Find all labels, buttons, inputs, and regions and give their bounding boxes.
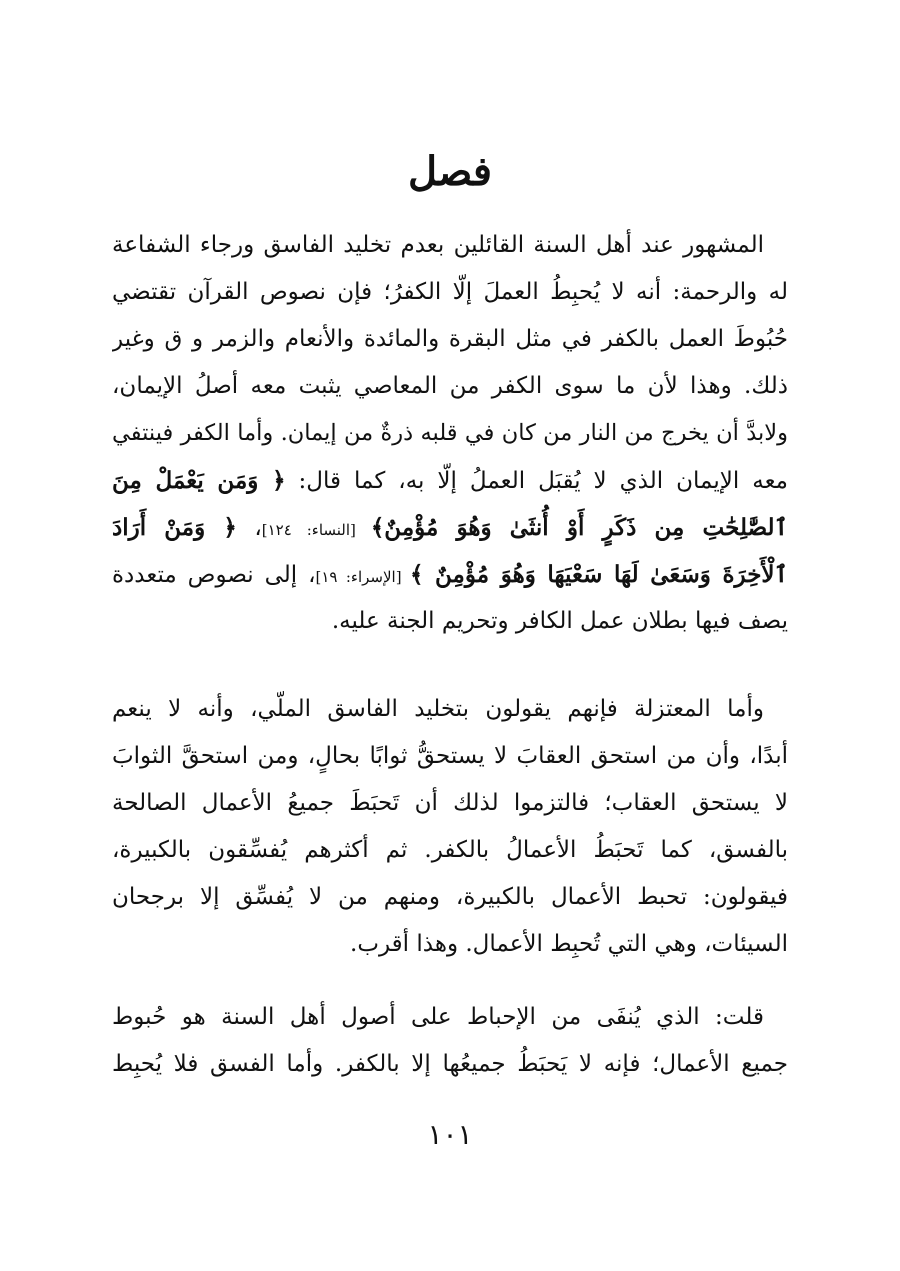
quran-verse: ٱلصَّٰلِحَٰتِ مِن ذَكَرٍ أَوْ أُنثَىٰ وَهُوَ مُؤْمِنٌ﴾ bbox=[370, 514, 788, 541]
text-line: لا يستحق العقاب؛ فالتزموا لذلك أن تَحبَطَ جميعُ الأعمال الصالحة bbox=[112, 790, 788, 816]
text-line: ذلك. وهذا لأن ما سوى الكفر من المعاصي يثبت معه أصلُ الإيمان، bbox=[112, 373, 788, 399]
quran-verse: ﴿ وَمَن يَعْمَلْ مِنَ bbox=[112, 467, 286, 494]
text-line bbox=[112, 457, 788, 504]
paragraph-3 bbox=[112, 994, 788, 1088]
text-line: أبدًا، وأن من استحق العقابَ لا يستحقُّ ثوابًا بحالٍ، ومن استحقَّ الثوابَ bbox=[112, 743, 788, 769]
text-line: وأما المعتزلة فإنهم يقولون بتخليد الفاسق الملّي، وأنه لا ينعم bbox=[112, 696, 764, 722]
page-number: ١٠١ bbox=[427, 1118, 473, 1151]
line-text: ، bbox=[236, 515, 262, 541]
text-line: جميع الأعمال؛ فإنه لا يَحبَطُ جميعُها إلا بالكفر. وأما الفسق فلا يُحبِط bbox=[112, 1051, 788, 1077]
section-heading: فصل bbox=[407, 148, 493, 195]
text-line: حُبُوطَ العمل بالكفر في مثل البقرة والمائدة والأنعام والزمر و ق وغير bbox=[112, 326, 788, 352]
text-line: المشهور عند أهل السنة القائلين بعدم تخليد الفاسق ورجاء الشفاعة bbox=[112, 232, 764, 258]
verse-reference: [الإسراء: ١٩] bbox=[315, 568, 410, 586]
text-line: بالفسق، كما تَحبَطُ الأعمالُ بالكفر. ثم أكثرهم يُفسِّقون بالكبيرة، bbox=[112, 837, 788, 863]
text-line: السيئات، وهي التي تُحبِط الأعمال. وهذا أقرب. bbox=[350, 931, 788, 957]
line-text: ، إلى نصوص متعددة bbox=[112, 562, 316, 588]
line-text: معه الإيمان الذي لا يُقبَل العملُ إلّا به، كما قال: bbox=[285, 468, 788, 494]
text-line bbox=[112, 504, 788, 551]
text-line bbox=[112, 551, 788, 598]
text-line: قلت: الذي يُنفَى من الإحباط على أصول أهل السنة هو حُبوط bbox=[112, 1004, 764, 1030]
quran-verse: ٱلْأَخِرَةَ وَسَعَىٰ لَهَا سَعْيَهَا وَهُوَ مُؤْمِنٌ ﴾ bbox=[409, 561, 788, 588]
text-line: ولابدَّ أن يخرج من النار من كان في قلبه ذرةٌ من إيمان. وأما الكفر فينتفي bbox=[112, 420, 788, 446]
text-line: يصف فيها بطلان عمل الكافر وتحريم الجنة عليه. bbox=[331, 608, 788, 634]
text-line: له والرحمة: أنه لا يُحبِطُ العملَ إلّا الكفرُ؛ فإن نصوص القرآن تقتضي bbox=[112, 279, 788, 305]
paragraph-2 bbox=[112, 686, 788, 968]
verse-reference: [النساء: ١٢٤] bbox=[261, 521, 371, 539]
paragraph-1 bbox=[112, 222, 788, 645]
text-line: فيقولون: تحبط الأعمال بالكبيرة، ومنهم من لا يُفسِّق إلا برجحان bbox=[112, 884, 788, 910]
quran-verse: ﴿ وَمَنْ أَرَادَ bbox=[112, 514, 237, 541]
